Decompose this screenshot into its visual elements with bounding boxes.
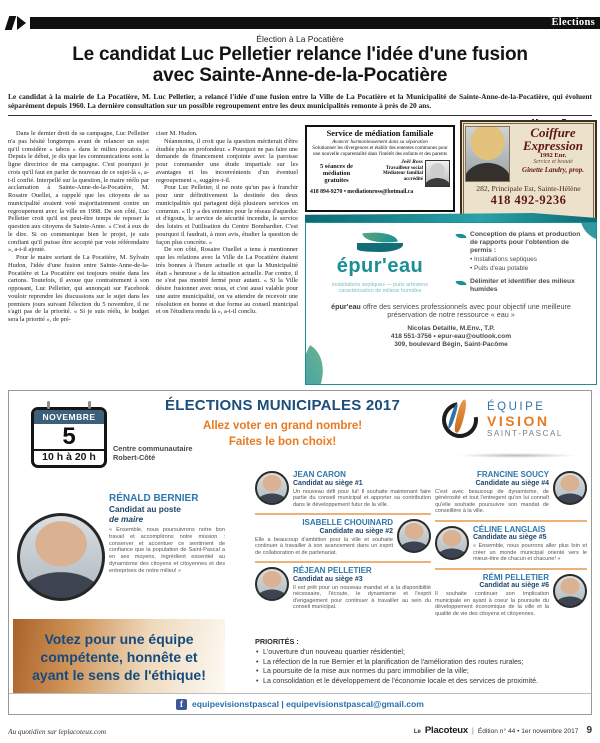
candidate-name: CÉLINE LANGLAIS [473,524,546,534]
priority-item: • La poursuite de la mise aux normes du parc immobilier de la ville; [255,667,587,677]
candidate-seat: Candidate au siège #4 [475,479,549,487]
mayor-photo [17,513,105,601]
service-item: • Installations septiques [470,256,588,264]
section-bar [30,17,600,29]
elections-subtitle-1: Allez voter en grand nombre! [202,420,363,432]
candidate-card [435,467,587,522]
epureau-leaf-logo-icon [353,231,407,253]
ad-description: Solutionner les divergences et établir des ententes communes pour une nouvelle coparentalité dans l'intérêt des enfants et des parents [312,145,448,157]
paragraph: Dans le dernier droit de sa campagne, Luc Pelletier n'a pas hésité longtemps avant de relancer un sujet qu'il considère « tabou » dans le milieu pocatois. « Depuis le début, je dis que les communications sont la ligne directrice de ma campagne. C'est pourquoi je crois qu'il faut en parler de nouveau de ce sujet-là », a-t-il confié. Interpellé sur la question, le maire réélu par acclamation à Sainte-Anne-de-la-Pocatière, M. Rosaire Ouellet, a rappelé que les citoyens de sa municipalité avaient voté majoritairement contre un regroupement avec la ville en 1998. De son côté, Luc Pelletier croit qu'il est peut-être temps de reposer la question aux citoyens de Sainte-Anne. « C'est à eux de le dire. Si on communique bien le projet, je suis confiant qu'il puisse être accepté par voie référendaire », a-t-il ajouté. [8,130,149,254]
ad-contact-person: Joël Ross Travailleur social Médiateur familial accrédité [363,160,425,183]
candidate-card [255,563,431,616]
headline-line2: avec Sainte-Anne-de-la-Pocatière [152,65,448,86]
calendar-pin [47,401,50,409]
ad-phone-email: 418 894-9270 • mediationross@hotmail.ca [310,188,414,195]
mayor-candidate-name: RÉNALD BERNIER [109,493,199,504]
candidate-name: FRANCINE SOUCY [476,470,549,479]
vision-emblem-icon [439,399,481,441]
ad-owner: Ginette Landry, prop. [522,166,584,174]
candidate-seat: Candidat au siège #6 [479,582,549,589]
kicker: Élection à La Pocatière [256,34,344,44]
candidate-blurb: Il est prêt pour un nouveau mandat et a la disponibilité nécessaire, l'écoute, le dynamisme et l'esprit d'engagement pour continuer à travailler au sein du conseil municipal. [293,584,431,610]
leaf-decoration-icon [305,345,336,385]
ad-brand-line1: Coiffure [530,125,576,140]
candidate-seat: Candidat au siège #1 [293,479,363,487]
leaf-bullet-icon [455,232,466,240]
candidate-photo [255,471,289,505]
paragraph: Pour Luc Pelletier, il ne reste qu'un pas à franchir pour unir définitivement la destinée des deux municipalités qui partagent déjà plusieurs services en commun. « Il y a des ententes pour le réseau d'aqueduc et d'égouts, le service de sécurité incendie, le service des loisirs et l'utilisation du Centre Bombardier. C'est pourquoi il faudrait, à mon avis, étudier la question de façon plus concrète. » [156,184,298,246]
ad-offer: 5 séances de médiation gratuites [319,162,353,185]
candidate-seat: Candidate au siège #2 [319,527,393,535]
candidate-column-1 [255,467,431,616]
candidate-name: JEAN CARON [293,470,346,479]
candidate-photo [553,574,587,608]
ad-contact-block [306,325,596,349]
headline [0,44,600,86]
candidate-blurb: « Ensemble, nous pourrons aller plus loin et créer un monde municipal orienté vers le mieux-être de chacun et chacune! » [473,543,587,562]
calendar-pin [88,401,91,409]
mayor-candidate-title: Candidat au poste de maire [109,504,181,524]
candidate-card [435,522,587,570]
priority-item: • La réfection de la rue Bernier et la planification de l'amélioration des routes rurales; [255,658,587,668]
contact-name: Nicolas Detaille, M.Env., T.P. [407,324,495,332]
calendar-hours: 10 h à 20 h [34,449,104,465]
ad-pitch: épur'eau offre des services professionnels avec pour objectif une meilleure préservation de notre ressource « eau » [331,301,571,320]
elections-subtitle-2: Faites le bon choix! [228,436,337,448]
priorities-section [255,637,587,686]
ad-tagline: Service et beauté [533,159,573,165]
candidate-photo [397,519,431,553]
candidate-card [435,570,587,623]
candidate-card [255,467,431,515]
epureau-logotype: épur'eau [336,255,424,277]
headline-line1: Le candidat Luc Pelletier relance l'idée d'une fusion [72,44,528,65]
ad-subtitle: Avancer harmonieusement dans sa séparation [332,139,428,145]
elections-title: ÉLECTIONS MUNICIPALES 2017 [165,397,400,414]
calendar-month: NOVEMBRE [34,410,104,424]
epureau-subtitle: installations septiques — puits artésiens caractérisation de milieux humides [332,282,428,295]
article-column-1 [8,130,149,388]
candidate-name: RÉMI PELLETIER [482,572,549,582]
service-item: • Puits d'eau potable [470,265,588,273]
footer-page-number: 9 [586,725,592,736]
service-bullet: Conception de plans et production de rapports pour l'obtention de permis : • Installations septiques • Puits d'eau potable [456,231,588,273]
ad-brand-line2: Expression [523,138,583,153]
candidate-blurb: Il souhaite continuer son implication municipale en ayant à coeur la poursuite du développement économique de la ville et la qualité de vie des citoyens et citoyennes. [435,591,549,617]
contact-address: 309, boulevard Bégin, Saint-Pacôme [394,340,508,348]
candidate-blurb: Elle a beaucoup d'ambition pour la ville et souhaite continuer à travailler à son avancement dans un esprit de collaboration et de partenariat. [255,536,393,556]
candidate-photo [435,526,469,560]
portrait-photo [465,126,510,182]
paragraph: De son côté, Rosaire Ouellet a tenu à mentionner que les relations avec la Ville de La Pocatière étaient très bonnes à l'heure actuelle et que la Municipalité était « heureuse » de la situation actuelle. Par contre, il ne s'est pas montré fermé pour autant. « Si la Ville désire fusionner avec nous, et c'est aussi valable pour une autre municipalité, on va attendre de recevoir une résolution en bonne et due forme au conseil municipal et on l'étudiera rendu là », a-t-il conclu. [156,246,298,316]
candidate-name: RÉJEAN PELLETIER [293,566,372,575]
calendar-day: 5 [62,423,76,450]
paragraph: Pour le maire sortant de La Pocatière, M. Sylvain Hudon, l'idée d'une fusion entre Sainte-Anne-de-la-Pocatière et La Pocatière est toujours restée dans les cartons. Toutefois, il avoue que contrairement à son opposant, Luc Pelletier, qui annonçait sur Facebook vouloir reprendre les discussions sur le sujet dans les premiers jours suivant l'élection du 5 novembre, il ne s'agit pas de la priorité. « Si je suis réélu, le budget sera la priorité », de pré- [8,254,149,323]
candidate-photo [553,471,587,505]
footer-brand-prefix: Le [413,729,421,735]
candidate-card [255,515,431,563]
portrait-photo [425,160,450,187]
ad-coiffure-expression [460,120,597,223]
candidate-seat: Candidat au siège #3 [293,575,363,583]
candidate-photo [255,567,289,601]
paragraph: Néanmoins, il croit que la question mériterait d'être étudiée plus en profondeur. « Pourquoi ne pas faire une demande de financement conjointe avec la paroisse pour commander une étude impartiale sur les avantages et les inconvénients d'un éventuel regroupement », suggère-t-il. [156,137,298,184]
candidate-column-2 [435,467,587,622]
divider [8,115,592,116]
contact-handle-email: equipevisionstpascal | equipevisionstpascal@gmail.com [192,699,424,709]
service-bullet: Délimiter et identifier des milieux humides [456,278,588,294]
lead-paragraph: Le candidat à la mairie de La Pocatière, M. Luc Pelletier, a relancé l'idée d'une fusion entre la Ville de La Pocatière et la Municipalité de Sainte-Anne-de-la-Pocatière, qui évoluent séparément depuis 1960. La dernière consultation sur un possible regroupement entre les deux municipalités remonte à près de 20 ans. [8,92,592,111]
article-column-2 [156,130,298,388]
mayor-quote: « Ensemble, nous poursuivrons notre bon travail et accomplirons notre mission : conserver et accentuer ce sentiment de confiance que la population de Saint-Pascal a en ses moyens, ingrédient essentiel au dynamisme des citoyens et citoyennes et des entreprises de notre milieu! » [109,527,225,574]
section-label: Élections [551,17,595,28]
facebook-icon: f [176,699,187,710]
leaf-bullet-icon [455,279,466,287]
footer-edition: Édition n° 44 • 1er novembre 2017 [477,728,579,735]
priority-item: • L'ouverture d'un nouveau quartier résidentiel; [255,648,587,658]
logo-shadow [457,453,577,458]
section-flag-icon [7,16,27,30]
priority-item: • La consolidation et le développement de l'économie locale et des services de proximité. [255,677,587,687]
equipe-vision-logo: ÉQUIPE VISION SAINT-PASCAL [439,399,581,441]
candidate-blurb: C'est avec beaucoup de dynamisme, de générosité et tout l'entregent qu'on lui connaît qu'elle souhaite poursuivre son mandat de conseillère à la ville. [435,488,549,514]
priorities-title: PRIORITÉS : [255,637,299,646]
candidate-blurb: Un nouveau défi pour lui! Il souhaite maintenant faire partie du conseil municipal et apporter sa contribution dans le développement futur de la ville. [293,488,431,508]
ad-address: 282, Principale Est, Sainte-Hélène [476,184,581,193]
calendar-icon [31,401,107,468]
ad-elections-municipales [8,390,592,715]
candidate-seat: Candidate au siège #5 [473,534,547,541]
footer-tagline: Au quotidien sur leplacoteux.com [8,727,107,736]
footer-folio: Le Placoteux | Édition n° 44 • 1er novembre 2017 9 [413,725,592,736]
voting-location: Centre communautaire Robert-Côté [113,444,193,462]
ad-phone: 418 492-9236 [490,193,567,207]
contact-phone-email: 418 551-3756 • epur-eau@outlook.com [390,332,512,340]
ad-year: 1992 Enr. [539,152,567,159]
ad-mediation-familiale [305,125,455,212]
candidate-name: ISABELLE CHOUINARD [302,518,393,527]
slogan-box: Votez pour une équipe compétente, honnête et ayant le sens de l'éthique! [13,619,225,695]
footer-brand: Placoteux [424,725,468,736]
person-name: Joël Ross [401,158,423,165]
ad-title: Service de médiation familiale [326,129,434,138]
contact-strip [9,693,591,714]
ad-epureau [305,222,597,385]
paragraph: ciser M. Hudon. [156,130,198,137]
